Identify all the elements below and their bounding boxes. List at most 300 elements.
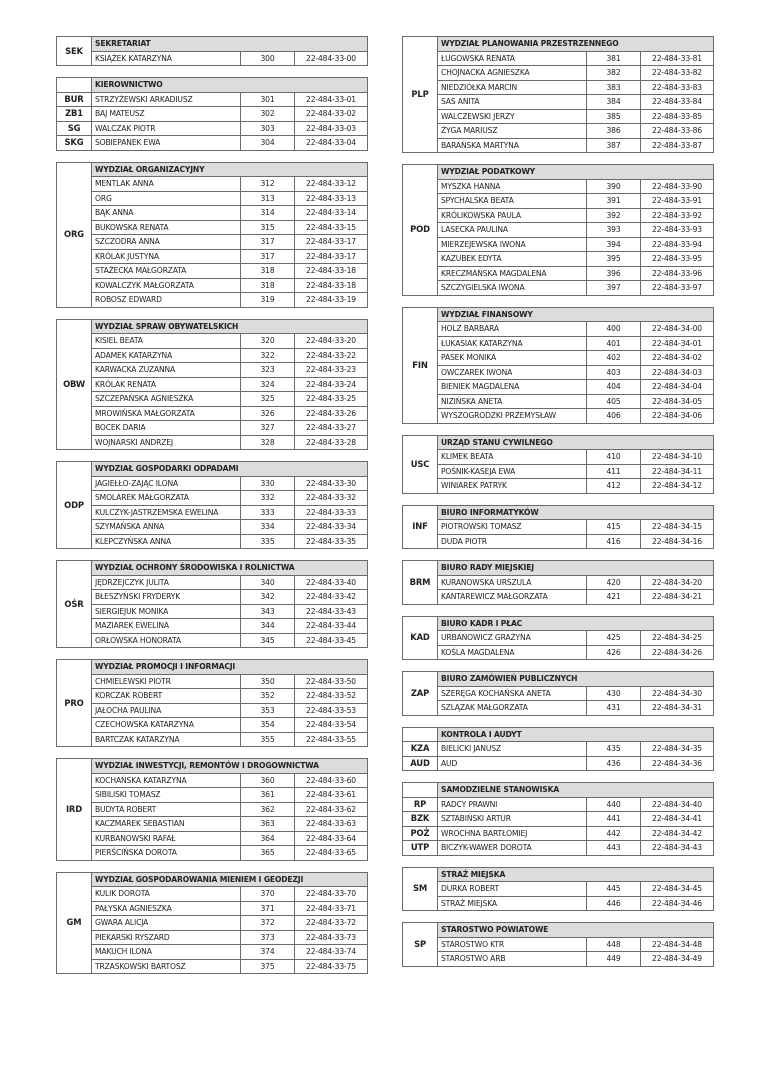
employee-code: RP <box>403 797 438 812</box>
employee-row <box>57 264 368 279</box>
employee-extension: 342 <box>241 590 295 605</box>
employee-name: BĄK ANNA <box>92 206 241 221</box>
employee-row <box>403 645 714 660</box>
employee-name: ORG <box>92 191 241 206</box>
employee-row <box>57 177 368 192</box>
employee-name: MAZIAREK EWELINA <box>92 619 241 634</box>
employee-row <box>57 377 368 392</box>
employee-row <box>403 179 714 194</box>
employee-name: KURBANOWSKI RAFAŁ <box>92 831 241 846</box>
employee-row <box>57 435 368 450</box>
employee-phone: 22-484-33-01 <box>295 92 368 107</box>
employee-name: MAKUCH ILONA <box>92 945 241 960</box>
employee-phone: 22-484-34-02 <box>641 351 714 366</box>
department-code-blank <box>403 727 438 742</box>
department-code: KAD <box>403 616 438 660</box>
department-table <box>402 671 714 716</box>
employee-name: SIERGIEJUK MONIKA <box>92 604 241 619</box>
employee-row <box>403 80 714 95</box>
department-code: ORG <box>57 162 92 307</box>
left-column <box>56 36 368 985</box>
department-title: SEKRETARIAT <box>92 37 368 52</box>
department-section-wydzial-promocji-i-informacji <box>56 659 368 747</box>
employee-phone: 22-484-33-54 <box>295 718 368 733</box>
employee-phone: 22-484-33-96 <box>641 266 714 281</box>
employee-row <box>403 756 714 771</box>
employee-phone: 22-484-33-33 <box>295 505 368 520</box>
employee-phone: 22-484-34-03 <box>641 365 714 380</box>
department-section-samodzielne-stanowiska <box>402 782 714 856</box>
employee-name: ŁUGOWSKA RENATA <box>438 51 587 66</box>
department-header-row <box>57 660 368 675</box>
employee-phone: 22-484-33-17 <box>295 235 368 250</box>
employee-phone: 22-484-34-12 <box>641 479 714 494</box>
employee-extension: 406 <box>587 409 641 424</box>
employee-phone: 22-484-33-91 <box>641 194 714 209</box>
employee-extension: 394 <box>587 237 641 252</box>
department-section-wydzial-podatkowy <box>402 164 714 296</box>
employee-row <box>57 505 368 520</box>
employee-extension: 301 <box>241 92 295 107</box>
employee-row <box>57 220 368 235</box>
department-table <box>56 461 368 549</box>
department-table <box>56 36 368 66</box>
employee-row <box>403 937 714 952</box>
employee-phone: 22-484-33-28 <box>295 435 368 450</box>
employee-extension: 330 <box>241 476 295 491</box>
department-table <box>402 867 714 912</box>
employee-code: SKG <box>57 136 92 151</box>
employee-row <box>403 237 714 252</box>
department-table <box>402 307 714 424</box>
employee-row <box>403 701 714 716</box>
employee-extension: 371 <box>241 901 295 916</box>
employee-row <box>403 520 714 535</box>
employee-name: SZCZEPAŃSKA AGNIESZKA <box>92 392 241 407</box>
employee-extension: 381 <box>587 51 641 66</box>
employee-name: LASECKA PAULINA <box>438 223 587 238</box>
department-header-row <box>403 165 714 180</box>
employee-name: BIENIEK MAGDALENA <box>438 380 587 395</box>
department-table <box>56 319 368 451</box>
employee-extension: 364 <box>241 831 295 846</box>
employee-name: AUD <box>438 756 587 771</box>
employee-name: SIBILISKI TOMASZ <box>92 788 241 803</box>
employee-row <box>57 732 368 747</box>
employee-phone: 22-484-33-70 <box>295 887 368 902</box>
employee-row <box>57 590 368 605</box>
department-title: WYDZIAŁ SPRAW OBYWATELSKICH <box>92 319 368 334</box>
employee-row <box>57 293 368 308</box>
employee-phone: 22-484-33-97 <box>641 281 714 296</box>
employee-row <box>57 575 368 590</box>
employee-row <box>57 887 368 902</box>
department-code: IRD <box>57 759 92 861</box>
employee-phone: 22-484-33-73 <box>295 930 368 945</box>
employee-name: JAGIEŁŁO-ZAJĄC ILONA <box>92 476 241 491</box>
employee-row <box>57 916 368 931</box>
department-section-biuro-rady-miejskiej <box>402 560 714 605</box>
employee-phone: 22-484-33-52 <box>295 689 368 704</box>
department-title: STRAŻ MIEJSKA <box>438 867 714 882</box>
department-code-blank <box>403 783 438 798</box>
employee-extension: 354 <box>241 718 295 733</box>
employee-phone: 22-484-34-43 <box>641 841 714 856</box>
employee-phone: 22-484-34-45 <box>641 882 714 897</box>
employee-name: DURKA ROBERT <box>438 882 587 897</box>
employee-phone: 22-484-33-42 <box>295 590 368 605</box>
employee-row <box>403 797 714 812</box>
employee-phone: 22-484-33-82 <box>641 66 714 81</box>
employee-extension: 402 <box>587 351 641 366</box>
employee-extension: 420 <box>587 575 641 590</box>
employee-name: KAZUBEK EDYTA <box>438 252 587 267</box>
employee-row <box>403 575 714 590</box>
department-title: BIURO KADR I PŁAC <box>438 616 714 631</box>
employee-phone: 22-484-33-75 <box>295 959 368 974</box>
employee-name: SZLĄZAK MAŁGORZATA <box>438 701 587 716</box>
department-section-wydzial-inwestycji-remontow-i-drogownictwa <box>56 758 368 861</box>
employee-row <box>403 479 714 494</box>
employee-name: PASEK MONIKA <box>438 351 587 366</box>
employee-extension: 404 <box>587 380 641 395</box>
department-title: BIURO ZAMÓWIEŃ PUBLICZNYCH <box>438 672 714 687</box>
employee-name: SZCZODRA ANNA <box>92 235 241 250</box>
employee-phone: 22-484-33-13 <box>295 191 368 206</box>
employee-name: JĘDRZEJCZYK JULITA <box>92 575 241 590</box>
employee-extension: 375 <box>241 959 295 974</box>
employee-name: BOCEK DARIA <box>92 421 241 436</box>
employee-row <box>57 619 368 634</box>
employee-row <box>57 392 368 407</box>
employee-row <box>403 138 714 153</box>
department-header-row <box>57 561 368 576</box>
department-title: WYDZIAŁ GOSPODAROWANIA MIENIEM I GEODEZJI <box>92 872 368 887</box>
department-table <box>56 162 368 308</box>
employee-phone: 22-484-34-42 <box>641 826 714 841</box>
department-table <box>402 505 714 550</box>
employee-name: KOWALCZYK MAŁGORZATA <box>92 278 241 293</box>
employee-name: KRÓLAK JUSTYNA <box>92 249 241 264</box>
department-section-biuro-kadr-i-plac <box>402 616 714 661</box>
employee-row <box>57 235 368 250</box>
department-code: GM <box>57 872 92 974</box>
employee-phone: 22-484-33-74 <box>295 945 368 960</box>
employee-name: KANTAREWICZ MAŁGORZATA <box>438 590 587 605</box>
employee-extension: 363 <box>241 817 295 832</box>
employee-code: SG <box>57 121 92 136</box>
employee-row <box>403 812 714 827</box>
employee-phone: 22-484-33-62 <box>295 802 368 817</box>
employee-phone: 22-484-34-06 <box>641 409 714 424</box>
employee-row <box>403 742 714 757</box>
employee-phone: 22-484-33-02 <box>295 107 368 122</box>
employee-row <box>57 901 368 916</box>
employee-phone: 22-484-33-04 <box>295 136 368 151</box>
department-section-wydzial-finansowy <box>402 307 714 424</box>
employee-extension: 405 <box>587 394 641 409</box>
employee-name: BARTCZAK KATARZYNA <box>92 732 241 747</box>
employee-name: MYSZKA HANNA <box>438 179 587 194</box>
employee-extension: 353 <box>241 703 295 718</box>
department-title: WYDZIAŁ PODATKOWY <box>438 165 714 180</box>
department-header-row <box>57 759 368 774</box>
employee-name: STAŻECKA MAŁGORZATA <box>92 264 241 279</box>
employee-extension: 312 <box>241 177 295 192</box>
department-section-starostwo-powiatowe <box>402 922 714 967</box>
employee-phone: 22-484-33-65 <box>295 846 368 861</box>
employee-name: BARAŃSKA MARTYNA <box>438 138 587 153</box>
employee-extension: 333 <box>241 505 295 520</box>
department-header-row <box>403 867 714 882</box>
employee-name: RADCY PRAWNI <box>438 797 587 812</box>
employee-extension: 352 <box>241 689 295 704</box>
department-title: WYDZIAŁ OCHRONY ŚRODOWISKA I ROLNICTWA <box>92 561 368 576</box>
employee-extension: 403 <box>587 365 641 380</box>
department-table <box>56 659 368 747</box>
employee-extension: 395 <box>587 252 641 267</box>
employee-phone: 22-484-34-16 <box>641 534 714 549</box>
employee-phone: 22-484-33-55 <box>295 732 368 747</box>
employee-row <box>57 51 368 66</box>
employee-name: KLIMEK BEATA <box>438 450 587 465</box>
employee-name: SZYMAŃSKA ANNA <box>92 520 241 535</box>
employee-row <box>403 686 714 701</box>
department-table <box>402 560 714 605</box>
employee-row <box>57 930 368 945</box>
employee-phone: 22-484-33-24 <box>295 377 368 392</box>
department-title: WYDZIAŁ GOSPODARKI ODPADAMI <box>92 462 368 477</box>
employee-name: MROWIŃSKA MAŁGORZATA <box>92 406 241 421</box>
employee-row <box>403 194 714 209</box>
employee-extension: 317 <box>241 235 295 250</box>
department-section-urzad-stanu-cywilnego <box>402 435 714 494</box>
employee-phone: 22-484-33-61 <box>295 788 368 803</box>
employee-name: SZTABIŃSKI ARTUR <box>438 812 587 827</box>
employee-phone: 22-484-33-84 <box>641 95 714 110</box>
employee-phone: 22-484-33-03 <box>295 121 368 136</box>
employee-name: KULCZYK-JASTRZEMSKA EWELINA <box>92 505 241 520</box>
employee-extension: 421 <box>587 590 641 605</box>
employee-row <box>403 882 714 897</box>
employee-name: GWARA ALICJA <box>92 916 241 931</box>
employee-row <box>57 92 368 107</box>
employee-name: SMOLAREK MAŁGORZATA <box>92 491 241 506</box>
employee-row <box>57 406 368 421</box>
employee-name: CZECHOWSKA KATARZYNA <box>92 718 241 733</box>
employee-name: KRÓLIKOWSKA PAULA <box>438 208 587 223</box>
employee-extension: 391 <box>587 194 641 209</box>
employee-extension: 302 <box>241 107 295 122</box>
employee-phone: 22-484-33-25 <box>295 392 368 407</box>
employee-extension: 436 <box>587 756 641 771</box>
employee-phone: 22-484-33-71 <box>295 901 368 916</box>
employee-extension: 314 <box>241 206 295 221</box>
employee-extension: 400 <box>587 322 641 337</box>
department-header-row <box>403 307 714 322</box>
employee-name: KARWACKA ZUZANNA <box>92 363 241 378</box>
department-code: OBW <box>57 319 92 450</box>
employee-name: WOJNARSKI ANDRZEJ <box>92 435 241 450</box>
employee-name: KORCZAK ROBERT <box>92 689 241 704</box>
employee-row <box>57 206 368 221</box>
department-title: WYDZIAŁ PROMOCJI I INFORMACJI <box>92 660 368 675</box>
department-code: ODP <box>57 462 92 549</box>
employee-phone: 22-484-34-21 <box>641 590 714 605</box>
employee-row <box>57 703 368 718</box>
department-header-row <box>403 727 714 742</box>
employee-phone: 22-484-33-00 <box>295 51 368 66</box>
right-column <box>402 36 714 978</box>
employee-row <box>57 817 368 832</box>
employee-name: PIERŚCIŃSKA DOROTA <box>92 846 241 861</box>
employee-extension: 340 <box>241 575 295 590</box>
employee-name: WALCZEWSKI JERZY <box>438 109 587 124</box>
employee-name: SAS ANITA <box>438 95 587 110</box>
employee-extension: 410 <box>587 450 641 465</box>
employee-phone: 22-484-34-15 <box>641 520 714 535</box>
employee-phone: 22-484-33-30 <box>295 476 368 491</box>
department-table <box>56 872 368 975</box>
employee-name: ŁUKASIAK KATARZYNA <box>438 336 587 351</box>
employee-extension: 397 <box>587 281 641 296</box>
department-header-row <box>403 37 714 52</box>
employee-phone: 22-484-33-93 <box>641 223 714 238</box>
department-table <box>402 435 714 494</box>
employee-name: STAROSTWO ARB <box>438 952 587 967</box>
employee-extension: 303 <box>241 121 295 136</box>
department-code: ZAP <box>403 672 438 716</box>
employee-phone: 22-484-34-49 <box>641 952 714 967</box>
employee-row <box>403 534 714 549</box>
employee-name: KULIK DOROTA <box>92 887 241 902</box>
employee-phone: 22-484-33-17 <box>295 249 368 264</box>
employee-name: BIELICKI JANUSZ <box>438 742 587 757</box>
employee-row <box>57 476 368 491</box>
employee-phone: 22-484-34-35 <box>641 742 714 757</box>
employee-row <box>403 322 714 337</box>
employee-extension: 387 <box>587 138 641 153</box>
employee-row <box>403 252 714 267</box>
employee-row <box>403 826 714 841</box>
employee-code: KZA <box>403 742 438 757</box>
department-code: PRO <box>57 660 92 747</box>
employee-phone: 22-484-34-11 <box>641 464 714 479</box>
employee-extension: 392 <box>587 208 641 223</box>
employee-name: URBANOWICZ GRAŻYNA <box>438 631 587 646</box>
employee-name: KOCHAŃSKA KATARZYNA <box>92 773 241 788</box>
department-code: INF <box>403 505 438 549</box>
employee-extension: 449 <box>587 952 641 967</box>
employee-phone: 22-484-34-46 <box>641 896 714 911</box>
employee-row <box>403 409 714 424</box>
employee-row <box>403 124 714 139</box>
employee-row <box>57 334 368 349</box>
employee-name: KURANOWSKA URSZULA <box>438 575 587 590</box>
department-title: URZĄD STANU CYWILNEGO <box>438 435 714 450</box>
employee-phone: 22-484-33-34 <box>295 520 368 535</box>
department-header-row <box>403 435 714 450</box>
employee-extension: 345 <box>241 633 295 648</box>
employee-name: POŚNIK-KASEJA EWA <box>438 464 587 479</box>
employee-extension: 396 <box>587 266 641 281</box>
employee-row <box>403 208 714 223</box>
employee-name: SPYCHALSKA BEATA <box>438 194 587 209</box>
department-section-kierownictwo <box>56 77 368 151</box>
department-header-row <box>57 462 368 477</box>
employee-name: NIZIŃSKA ANETA <box>438 394 587 409</box>
employee-row <box>57 718 368 733</box>
employee-phone: 22-484-34-26 <box>641 645 714 660</box>
employee-phone: 22-484-33-87 <box>641 138 714 153</box>
employee-phone: 22-484-34-00 <box>641 322 714 337</box>
employee-phone: 22-484-33-50 <box>295 674 368 689</box>
employee-code: BUR <box>57 92 92 107</box>
employee-code: AUD <box>403 756 438 771</box>
employee-name: KRECZMAŃSKA MAGDALENA <box>438 266 587 281</box>
employee-row <box>403 631 714 646</box>
employee-name: DUDA PIOTR <box>438 534 587 549</box>
employee-extension: 323 <box>241 363 295 378</box>
employee-name: STRZYŻEWSKI ARKADIUSZ <box>92 92 241 107</box>
department-section-kontrola-i-audyt <box>402 727 714 772</box>
employee-extension: 415 <box>587 520 641 535</box>
department-header-row <box>403 616 714 631</box>
employee-name: WROCHNA BARTŁOMIEJ <box>438 826 587 841</box>
employee-row <box>57 831 368 846</box>
department-code: USC <box>403 435 438 493</box>
employee-extension: 393 <box>587 223 641 238</box>
employee-row <box>403 351 714 366</box>
employee-phone: 22-484-34-04 <box>641 380 714 395</box>
employee-extension: 390 <box>587 179 641 194</box>
employee-phone: 22-484-33-86 <box>641 124 714 139</box>
employee-phone: 22-484-33-81 <box>641 51 714 66</box>
department-table <box>56 560 368 648</box>
department-header-row <box>403 783 714 798</box>
employee-row <box>57 802 368 817</box>
employee-phone: 22-484-33-18 <box>295 278 368 293</box>
employee-name: KISIEL BEATA <box>92 334 241 349</box>
employee-phone: 22-484-33-95 <box>641 252 714 267</box>
employee-phone: 22-484-33-12 <box>295 177 368 192</box>
employee-name: BUKOWSKA RENATA <box>92 220 241 235</box>
employee-name: MIERZEJEWSKA IWONA <box>438 237 587 252</box>
employee-row <box>403 95 714 110</box>
employee-extension: 426 <box>587 645 641 660</box>
employee-name: PIEKARSKI RYSZARD <box>92 930 241 945</box>
employee-row <box>403 450 714 465</box>
employee-extension: 360 <box>241 773 295 788</box>
employee-extension: 446 <box>587 896 641 911</box>
department-title: KIEROWNICTWO <box>92 78 368 93</box>
employee-extension: 362 <box>241 802 295 817</box>
employee-phone: 22-484-34-31 <box>641 701 714 716</box>
employee-extension: 442 <box>587 826 641 841</box>
employee-row <box>57 534 368 549</box>
employee-code: POŻ <box>403 826 438 841</box>
employee-extension: 441 <box>587 812 641 827</box>
employee-extension: 318 <box>241 264 295 279</box>
employee-row <box>403 394 714 409</box>
department-section-wydzial-organizacyjny <box>56 162 368 308</box>
employee-extension: 365 <box>241 846 295 861</box>
employee-phone: 22-484-33-60 <box>295 773 368 788</box>
employee-name: ORŁOWSKA HONORATA <box>92 633 241 648</box>
employee-phone: 22-484-34-30 <box>641 686 714 701</box>
employee-extension: 411 <box>587 464 641 479</box>
employee-row <box>57 633 368 648</box>
